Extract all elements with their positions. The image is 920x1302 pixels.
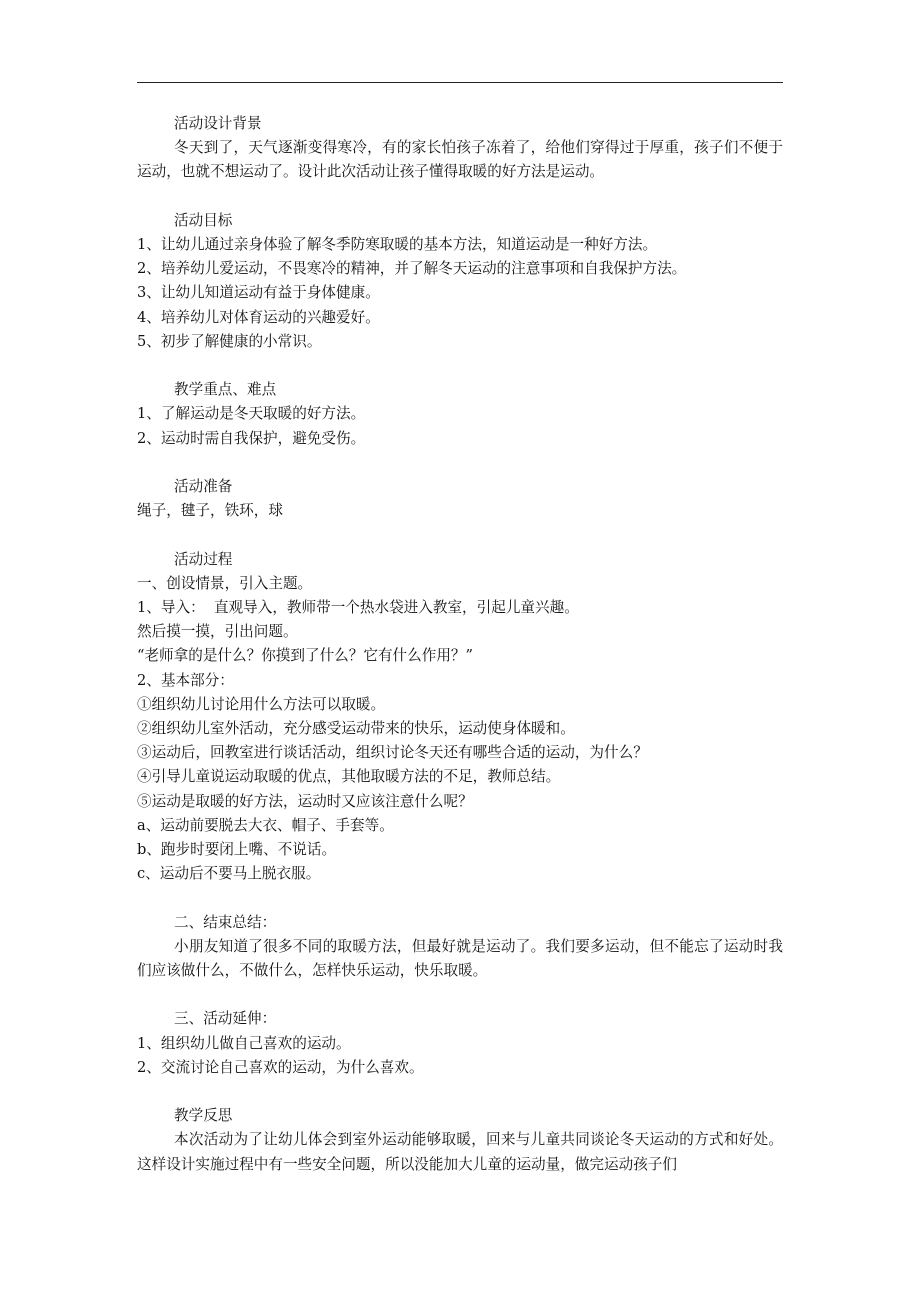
preparation-heading: 活动准备: [174, 478, 233, 495]
spacer: [137, 1080, 783, 1104]
process-line: ②组织幼儿室外活动，充分感受运动带来的快乐，运动使身体暖和。: [137, 720, 575, 738]
key-point-item: 2、运动时需自我保护，避免受伤。: [137, 429, 366, 447]
spacer: [137, 185, 783, 209]
reflection-paragraph: 本次活动为了让幼儿体会到室外运动能够取暖，回来与儿童共同谈论冬天运动的方式和好处。这样设计实施过程中有一些安全问题，所以没能加大儿童的运动量，做完运动孩子们: [137, 1131, 783, 1173]
document-body: [137, 112, 783, 1177]
extension-item: 1、组织幼儿做自己喜欢的运动。: [137, 1034, 351, 1052]
spacer: [137, 523, 783, 547]
key-points-heading: 教学重点、难点: [174, 381, 277, 399]
summary-paragraph: 小朋友知道了很多不同的取暖方法，但最好就是运动了。我们要多运动，但不能忘了运动时我们应该做什么，不做什么，怎样快乐运动，快乐取暖。: [137, 937, 783, 980]
process-line: “老师拿的是什么？你摸到了什么？它有什么作用？”: [137, 647, 473, 665]
goal-item: 1、让幼儿通过亲身体验了解冬季防寒取暖的基本方法，知道运动是一种好方法。: [137, 236, 658, 253]
preparation-text: 绳子，毽子，铁环，球: [137, 502, 283, 520]
process-heading: 活动过程: [174, 550, 233, 568]
process-line: b、跑步时要闭上嘴、不说话。: [137, 841, 337, 859]
process-line: c、运动后不要马上脱衣服。: [137, 865, 321, 883]
process-line: 2、基本部分：: [137, 671, 234, 689]
spacer: [137, 983, 783, 1007]
process-line: 然后摸一摸，引出问题。: [137, 623, 298, 641]
process-line: ①组织幼儿讨论用什么方法可以取暖。: [137, 695, 386, 713]
process-line: ④引导儿童说运动取暖的优点，其他取暖方法的不足，教师总结。: [137, 768, 561, 786]
spacer: [137, 354, 783, 378]
spacer: [137, 886, 783, 910]
extension-item: 2、交流讨论自己喜欢的运动，为什么喜欢。: [137, 1058, 424, 1076]
goal-item: 5、初步了解健康的小常识。: [137, 332, 322, 350]
spacer: [137, 451, 783, 475]
goals-heading: 活动目标: [174, 211, 233, 229]
extension-heading: 三、活动延伸：: [174, 1010, 277, 1028]
goal-item: 4、培养幼儿对体育运动的兴趣爱好。: [137, 308, 380, 326]
process-line: 一、创设情景，引入主题。: [137, 574, 313, 592]
header-rule: [137, 82, 783, 83]
process-line: ⑤运动是取暖的好方法，运动时又应该注意什么呢？: [137, 792, 473, 810]
goal-item: 2、培养幼儿爱运动，不畏寒冷的精神，并了解冬天运动的注意事项和自我保护方法。: [137, 260, 687, 278]
background-heading: 活动设计背景: [174, 115, 262, 132]
process-line: a、运动前要脱去大衣、帽子、手套等。: [137, 816, 394, 834]
background-paragraph: 冬天到了，天气逐渐变得寒冷，有的家长怕孩子冻着了，给他们穿得过于厚重，孩子们不便于运动，也就不想运动了。设计此次活动让孩子懂得取暖的好方法是运动。: [137, 139, 783, 181]
process-line: ③运动后，回教室进行谈话活动，组织讨论冬天还有哪些合适的运动，为什么？: [137, 744, 648, 762]
summary-heading: 二、结束总结：: [174, 913, 277, 931]
goal-item: 3、让幼儿知道运动有益于身体健康。: [137, 284, 380, 302]
key-point-item: 1、了解运动是冬天取暖的好方法。: [137, 405, 366, 423]
process-line: 1、导入： 直观导入，教师带一个热水袋进入教室，引起儿童兴趣。: [137, 599, 579, 616]
reflection-heading: 教学反思: [174, 1107, 233, 1125]
